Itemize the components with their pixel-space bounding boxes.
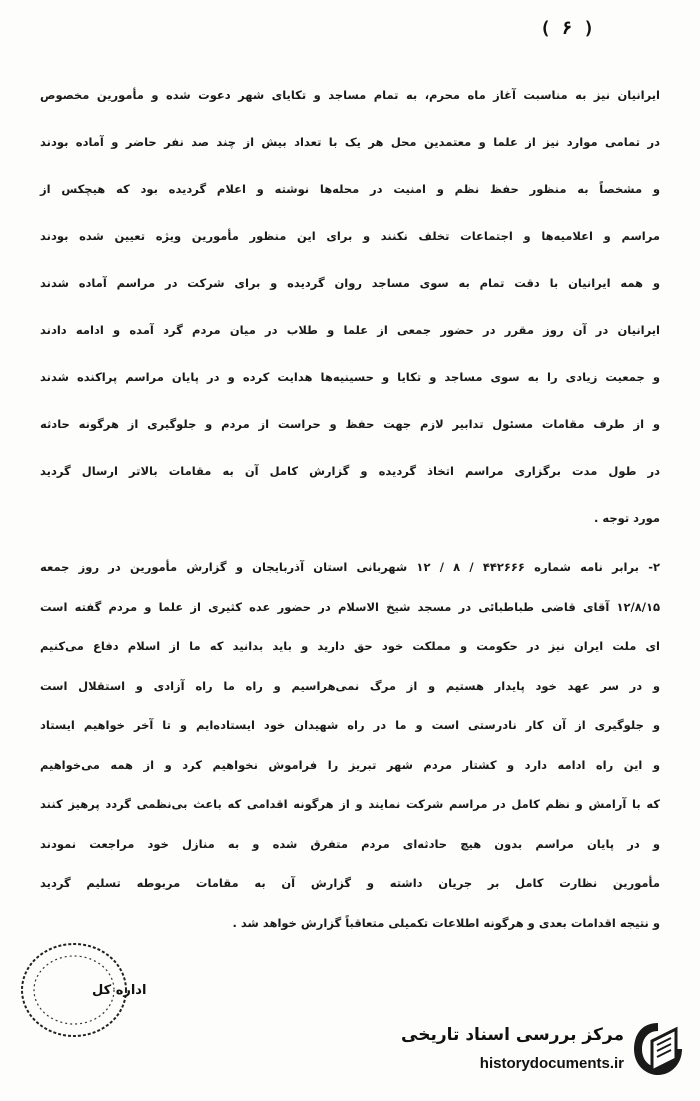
stamp-text: اداره کل: [92, 983, 147, 998]
paragraph-1: [40, 88, 660, 528]
paragraph-2-line: و در سر عهد خود پایدار هستیم و از مرگ نمی‌هراسیم و راه ما راه آزادی و استقلال است: [40, 678, 660, 693]
paragraph-1-line: در طول مدت برگزاری مراسم اتخاذ گردیده و گزارش کامل آن به مقامات بالاتر ارسال گردید: [40, 464, 660, 478]
paragraph-2-line: و جلوگیری از آن کار نادرستی است و ما در راه شهیدان خود ایستاده‌ایم و تا آخر خواهیم ایستاد: [40, 718, 660, 732]
paragraph-2-line: و این راه ادامه دارد و کشتار مردم شهر تبریز را فراموش نخواهیم کرد و از همه می‌خواهیم: [40, 757, 660, 772]
paragraph-1-line: مراسم و اعلامیه‌ها و اجتماعات تخلف نکنند و برای این منظور مأمورین ویژه تعیین شده بودند: [40, 229, 660, 243]
paragraph-2-line: ۱۲/۸/۱۵ آقای قاضی طباطبائی در مسجد شیخ الاسلام در حضور عده کثیری از علما و مردم گفته است: [40, 599, 660, 614]
paragraph-1-line: و جمعیت زیادی را به سوی مساجد و تکایا و حسینیه‌ها هدایت کرده و در پایان مراسم پراکنده شدند: [40, 370, 660, 384]
paragraph-1-line: و همه ایرانیان با دقت تمام به سوی مساجد روان گردیده و برای شرکت در مراسم آماده شدند: [40, 276, 660, 290]
paragraph-2: [40, 560, 660, 960]
archive-logo-icon: [630, 1019, 686, 1079]
paragraph-2-line: ای ملت ایران نیز در حکومت و مملکت خود حق دارید و باید بدانید که ما از اسلام دفاع می‌کنیم: [40, 639, 660, 653]
paragraph-1-line: ایرانیان در آن روز مقرر در حضور جمعی از علما و طلاب در میان مردم گرد آمده و ادامه دادند: [40, 323, 660, 337]
page-number: ( ۶ ): [540, 18, 595, 39]
paragraph-2-line: و در پایان مراسم بدون هیچ حادثه‌ای مردم متفرق شده و به منازل خود مراجعت نمودند: [40, 836, 660, 851]
paragraph-1-line: ایرانیان نیز به مناسبت آغاز ماه محرم، به تمام مساجد و تکایای شهر دعوت شده و مأمورین مخصوص: [40, 88, 660, 102]
paragraph-1-line: مورد توجه .: [593, 511, 660, 525]
watermark-org-name: مرکز بررسی اسناد تاریخی: [401, 1025, 624, 1045]
watermark: [394, 1011, 694, 1091]
paragraph-2-line: ۲- برابر نامه شماره ۴۴۲۶۶۶ / ۸ / ۱۲ شهربانی استان آذربایجان و گزارش مأمورین در روز جمعه: [40, 560, 660, 574]
paragraph-1-line: در تمامی موارد نیز از علما و معتمدین محل هر یک با تعداد بیش از چند صد نفر حاضر و آماده بودند: [40, 135, 660, 149]
paragraph-1-line: و مشخصاً به منظور حفظ نظم و امنیت در محله‌ها نوشته و اعلام گردیده بود که هیچکس از: [40, 182, 660, 196]
paragraph-2-line: مأمورین نظارت کامل بر جریان داشته و گزارش آن به مقامات مربوطه تسلیم گردید: [40, 876, 660, 890]
paragraph-2-line: و نتیجه اقدامات بعدی و هرگونه اطلاعات تکمیلی متعاقباً گزارش خواهد شد .: [232, 915, 660, 930]
watermark-url[interactable]: historydocuments.ir: [479, 1055, 624, 1072]
paragraph-2-line: که با آرامش و نظم کامل در مراسم شرکت نمایند و از هرگونه اقدامی که باعث بی‌نظمی گردد پرهیز کنند: [40, 797, 660, 811]
paragraph-1-line: و از طرف مقامات مسئول تدابیر لازم جهت حفظ و حراست از مردم و جلوگیری از هرگونه حادثه: [40, 417, 660, 431]
round-stamp: [12, 930, 147, 1040]
